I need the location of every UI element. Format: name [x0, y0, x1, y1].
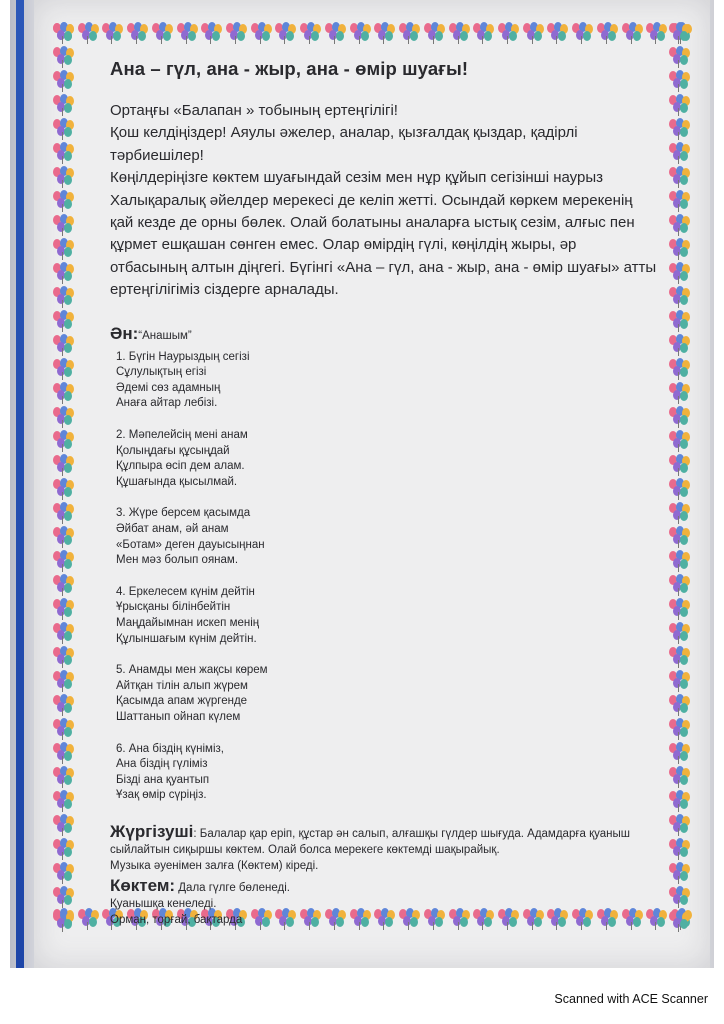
song-verse	[116, 742, 670, 804]
balloon-icon	[101, 22, 123, 44]
intro-line: отбасының алтын діңгегі. Бүгінгі «Ана – гүл, ана - жыр, ана - өмір шуағы» атты	[110, 258, 657, 276]
spring-text: Дала гүлге бөленеді.	[175, 881, 290, 894]
presenter-line	[110, 821, 670, 842]
balloon-icon	[324, 22, 346, 44]
scanner-watermark: Scanned with ACE Scanner	[554, 992, 708, 1006]
presenter-text: : Балалар қар еріп, құстар ән салып, алғашқы гүлдер шығуда. Адамдарға қуаныш	[193, 827, 631, 840]
balloon-icon	[668, 814, 690, 836]
intro-line: Ортаңғы «Балапан » тобының ертеңгілігі!	[110, 102, 398, 119]
balloon-icon	[52, 94, 74, 116]
balloon-icon	[668, 142, 690, 164]
balloon-icon	[373, 22, 395, 44]
balloon-icon	[52, 238, 74, 260]
verse-line: Әдемі сөз адамның	[116, 381, 221, 394]
balloon-icon	[52, 142, 74, 164]
balloon-border-right	[668, 22, 692, 932]
balloon-icon	[448, 22, 470, 44]
spring-block	[110, 875, 670, 928]
verse-line: Айтқан тілін алып жүрем	[116, 679, 248, 692]
verse-line: 4. Еркелесем күнім дейтін	[116, 585, 255, 598]
spring-line	[110, 875, 670, 896]
balloon-icon	[52, 766, 74, 788]
balloon-icon	[250, 22, 272, 44]
balloon-border-top	[52, 22, 692, 46]
verse-line: Құшағында қысылмай.	[116, 475, 238, 488]
balloon-icon	[668, 334, 690, 356]
verse-line: Құлыншағым күнім дейтін.	[116, 632, 257, 645]
balloon-icon	[645, 22, 667, 44]
balloon-icon	[52, 526, 74, 548]
verse-line: Маңдайымнан искеп менің	[116, 616, 260, 629]
balloon-icon	[52, 262, 74, 284]
verse-line: Шаттанып ойнап күлем	[116, 710, 241, 723]
balloon-icon	[52, 430, 74, 452]
presenter-line: сыйлайтын сиқыршы көктем. Олай болса мерекеге көктемді шақырайық.	[110, 843, 500, 856]
balloon-icon	[668, 406, 690, 428]
balloon-icon	[52, 790, 74, 812]
balloon-icon	[668, 118, 690, 140]
verse-line: Ана біздің гүліміз	[116, 758, 208, 771]
intro-line: Көңілдеріңізге көктем шуағындай сезім мен нұр құйып сегізінші наурыз	[110, 169, 603, 187]
balloon-icon	[668, 310, 690, 332]
balloon-icon	[151, 22, 173, 44]
balloon-icon	[668, 46, 690, 68]
presenter-block	[110, 821, 670, 874]
balloon-icon	[571, 22, 593, 44]
intro-line: Қош келдіңіздер! Аяулы әжелер, аналар, қызғалдақ қыздар, қадірлі	[110, 124, 578, 142]
balloon-icon	[668, 382, 690, 404]
balloon-icon	[546, 22, 568, 44]
balloon-icon	[52, 502, 74, 524]
presenter-role: Жүргізуші	[110, 821, 194, 841]
verse-line: 3. Жүре берсем қасымда	[116, 507, 251, 520]
balloon-icon	[52, 910, 74, 932]
balloon-border-left	[52, 22, 76, 932]
balloon-icon	[668, 550, 690, 572]
song-verse	[116, 506, 670, 568]
spring-role: Көктем:	[110, 875, 176, 895]
balloon-icon	[52, 622, 74, 644]
balloon-icon	[52, 46, 74, 68]
balloon-icon	[200, 22, 222, 44]
balloon-icon	[52, 382, 74, 404]
balloon-icon	[52, 742, 74, 764]
balloon-icon	[522, 22, 544, 44]
balloon-icon	[668, 646, 690, 668]
balloon-icon	[52, 550, 74, 572]
balloon-icon	[668, 526, 690, 548]
balloon-icon	[77, 908, 99, 930]
balloon-icon	[52, 670, 74, 692]
document-content	[110, 58, 670, 928]
balloon-icon	[423, 22, 445, 44]
balloon-icon	[52, 478, 74, 500]
balloon-icon	[668, 790, 690, 812]
intro-line: ертеңгілігіміз сіздерге арналады.	[110, 281, 339, 299]
balloon-icon	[52, 694, 74, 716]
balloon-icon	[668, 262, 690, 284]
balloon-icon	[52, 406, 74, 428]
balloon-icon	[668, 574, 690, 596]
balloon-icon	[668, 430, 690, 452]
scanned-photo	[10, 0, 714, 968]
balloon-icon	[668, 190, 690, 212]
balloon-icon	[52, 214, 74, 236]
balloon-icon	[52, 574, 74, 596]
balloon-icon	[52, 886, 74, 908]
balloon-icon	[52, 70, 74, 92]
balloon-icon	[52, 358, 74, 380]
balloon-icon	[126, 22, 148, 44]
balloon-icon	[668, 358, 690, 380]
balloon-icon	[225, 22, 247, 44]
balloon-icon	[497, 22, 519, 44]
balloon-icon	[668, 718, 690, 740]
balloon-icon	[596, 22, 618, 44]
balloon-icon	[621, 22, 643, 44]
verse-line: Ұзақ өмір сүріңіз.	[116, 789, 207, 802]
balloon-icon	[668, 862, 690, 884]
balloon-icon	[398, 22, 420, 44]
song-heading	[110, 324, 670, 344]
verse-line: Сұлулықтың егізі	[116, 366, 207, 379]
verse-line: 1. Бүгін Наурыздың сегізі	[116, 350, 250, 363]
intro-paragraph	[110, 100, 670, 302]
balloon-icon	[52, 718, 74, 740]
balloon-icon	[668, 886, 690, 908]
balloon-icon	[668, 766, 690, 788]
verse-line: Мен мәз болып оянам.	[116, 554, 239, 567]
balloon-icon	[668, 502, 690, 524]
balloon-icon	[274, 22, 296, 44]
balloon-icon	[299, 22, 321, 44]
song-name: “Анашым”	[138, 329, 192, 342]
balloon-icon	[52, 862, 74, 884]
presenter-line: Музыка әуенімен залға (Көктем) кіреді.	[110, 859, 319, 872]
song-verse	[116, 350, 670, 412]
verse-line: 5. Анамды мен жақсы көрем	[116, 664, 268, 677]
balloon-icon	[668, 238, 690, 260]
intro-line: құрмет ешқашан сөнген емес. Олар өмірдің гүлі, көңілдің жыры, әр	[110, 236, 577, 254]
balloon-icon	[668, 286, 690, 308]
balloon-icon	[77, 22, 99, 44]
verse-line: Ұрысқаны білінбейтін	[116, 601, 231, 614]
balloon-icon	[668, 166, 690, 188]
balloon-icon	[52, 22, 74, 44]
balloon-icon	[668, 478, 690, 500]
balloon-icon	[668, 694, 690, 716]
balloon-icon	[52, 310, 74, 332]
song-label: Ән:	[110, 323, 139, 343]
balloon-icon	[668, 742, 690, 764]
balloon-icon	[52, 814, 74, 836]
song-verse	[116, 585, 670, 647]
balloon-icon	[668, 598, 690, 620]
balloon-icon	[52, 190, 74, 212]
balloon-icon	[52, 454, 74, 476]
blue-folder-edge	[16, 0, 24, 968]
balloon-icon	[668, 94, 690, 116]
balloon-icon	[349, 22, 371, 44]
balloon-icon	[668, 214, 690, 236]
song-verse	[116, 663, 670, 725]
balloon-icon	[668, 910, 690, 932]
verse-line: Құлпыра өсіп дем алам.	[116, 460, 245, 473]
verse-line: 2. Мәпелейсің мені анам	[116, 429, 248, 442]
balloon-icon	[176, 22, 198, 44]
balloon-icon	[52, 598, 74, 620]
verse-line: 6. Ана біздің күніміз,	[116, 742, 224, 755]
spring-line: Қуанышқа кенеледі.	[110, 897, 217, 910]
balloon-icon	[52, 646, 74, 668]
balloon-icon	[668, 670, 690, 692]
intro-line: Халықаралық әйелдер мерекесі де келіп жетті. Осындай көркем мерекенің	[110, 191, 633, 209]
verse-line: Бізді ана қуантып	[116, 773, 210, 786]
balloon-icon	[52, 838, 74, 860]
balloon-icon	[52, 118, 74, 140]
verse-line: Қасымда апам жүргенде	[116, 695, 248, 708]
balloon-icon	[668, 622, 690, 644]
verse-line: «Ботам» деген дауысыңнан	[116, 538, 265, 551]
balloon-icon	[52, 334, 74, 356]
verse-line: Әйбат анам, әй анам	[116, 523, 229, 535]
balloon-icon	[668, 22, 690, 44]
balloon-icon	[472, 22, 494, 44]
balloon-icon	[668, 70, 690, 92]
balloon-icon	[52, 166, 74, 188]
balloon-icon	[52, 286, 74, 308]
verse-line: Қолыңдағы құсыңдай	[116, 444, 230, 457]
intro-line: тәрбиешілер!	[110, 146, 204, 164]
song-verse	[116, 428, 670, 490]
intro-line: қай кезде де орны бөлек. Олай болатыны аналарға ыстық сезім, алғыс пен	[110, 214, 635, 232]
balloon-icon	[668, 838, 690, 860]
document-title: Ана – гүл, ана - жыр, ана - өмір шуағы!	[110, 58, 469, 79]
spring-line: Орман, торғай, бақтарда	[110, 913, 243, 926]
verse-line: Анаға айтар лебізі.	[116, 397, 218, 410]
balloon-icon	[668, 454, 690, 476]
